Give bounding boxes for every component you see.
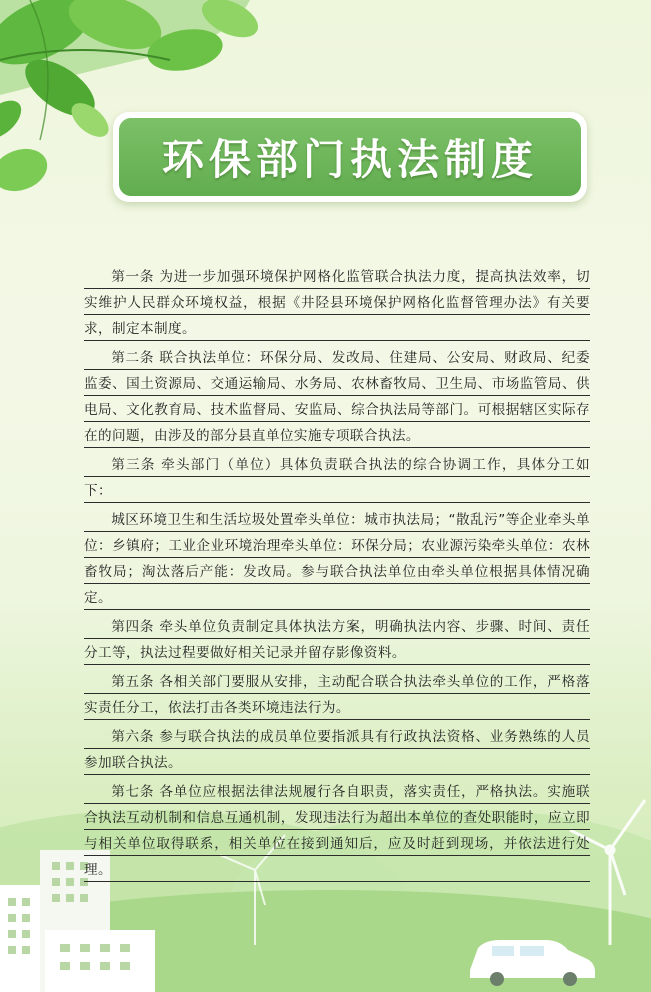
page-title: 环保部门执法制度 [161,135,538,184]
article-paragraph: 第二条 联合执法单位：环保分局、发改局、住建局、公安局、财政局、纪委监委、国土资源局、交通运输局、水务局、农林畜牧局、卫生局、市场监管局、供电局、文化教育局、技术监督局、安监局、综合执法局等部门。可根据辖区实际存在的问题，由涉及的部分县直单位实施专项联合执法。 [84,345,590,449]
article-paragraph: 城区环境卫生和生活垃圾处置牵头单位：城市执法局；“散乱污”等企业牵头单位：乡镇府；工业企业环境治理牵头单位：环保分局；农业源污染牵头单位：农林畜牧局；淘汰落后产能：发改局。参与联合执法单位由牵头单位根据具体情况确定。 [84,507,590,611]
article-paragraph: 第三条 牵头部门（单位）具体负责联合执法的综合协调工作，具体分工如下： [84,452,590,504]
article-list [84,264,590,886]
article-paragraph: 第一条 为进一步加强环境保护网格化监管联合执法力度，提高执法效率，切实维护人民群众环境权益，根据《井陉县环境保护网格化监督管理办法》有关要求，制定本制度。 [84,264,590,342]
article-paragraph: 第七条 各单位应根据法律法规履行各自职责，落实责任，严格执法。实施联合执法互动机制和信息互通机制，发现违法行为超出本单位的查处职能时，应立即与相关单位取得联系，相关单位在接到通知后，应及时赶到现场，并依法进行处理。 [84,779,590,883]
article-paragraph: 第四条 牵头单位负责制定具体执法方案，明确执法内容、步骤、时间、责任分工等，执法过程要做好相关记录并留存影像资料。 [84,614,590,666]
title-banner-inner [119,118,581,196]
title-banner [113,112,587,202]
article-paragraph: 第五条 各相关部门要服从安排，主动配合联合执法牵头单位的工作，严格落实责任分工，依法打击各类环境违法行为。 [84,669,590,721]
article-paragraph: 第六条 参与联合执法的成员单位要指派具有行政执法资格、业务熟练的人员参加联合执法。 [84,724,590,776]
